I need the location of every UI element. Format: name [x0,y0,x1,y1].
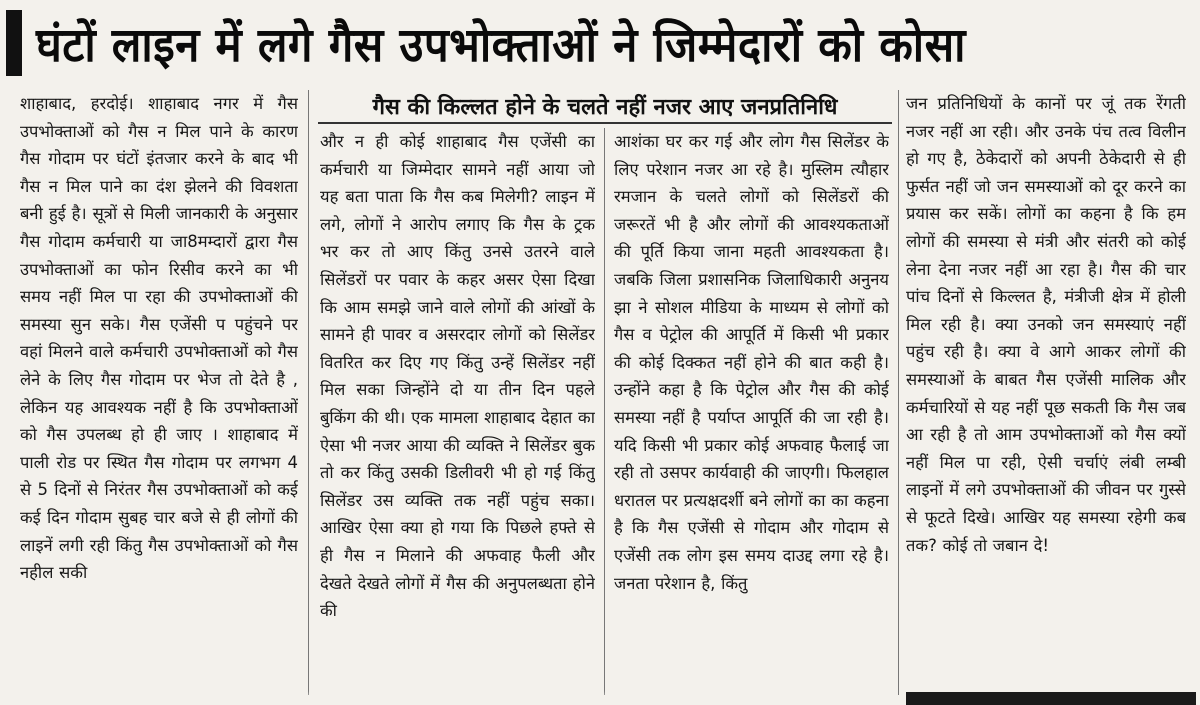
next-headline-strip [906,692,1196,705]
column-divider [308,90,309,695]
column-divider [604,128,605,695]
subheadline: गैस की किल्लत होने के चलते नहीं नजर आए जनप्रतिनिधि [372,95,838,120]
column-divider [898,90,899,695]
headline-bar [6,10,22,76]
article-column-1 [20,90,298,705]
subheadline-block [318,90,892,124]
article-text: जन प्रतिनिधियों के कानों पर जूं तक रेंगती नजर नहीं आ रही। और उनके पंच तत्व विलीन हो गए है, ठेकेदारों को अपनी ठेकेदारी से ही फुर्सत नहीं जो जन समस्याओं को दूर करने का प्रयास कर सकें। लोगों का कहना है कि हम लोगों की समस्या से मंत्री और संतरी को कोई लेना देना नजर नहीं आ रहा है। गैस की चार पांच दिनों से किल्लत है, मंत्रीजी क्षेत्र में होली मिल रही है। क्या उनको जन समस्याएं नहीं पहुंच रही है। क्या वे आगे आकर लोगों की समस्याओं के बाबत गैस एजेंसी मालिक और कर्मचारियों से यह नहीं पूछ सकती कि गैस जब आ रही है तो आम उपभोक्ताओं को गैस क्यों नहीं मिल पा रही, ऐसी चर्चाएं लंबी लम्बी लाइनों में लगे उपभोक्ताओं की जीवन पर गुस्से से फूटते दिखे। आखिर यह समस्या रहेगी कब तक? कोई तो जबान दे! [906,94,1186,555]
headline-block [6,4,1194,82]
article-column-3 [614,128,889,705]
article-text: आशंका घर कर गई और लोग गैस सिलेंडर के लिए परेशान नजर आ रहे है। मुस्लिम त्यौहार रमजान के चलते लोगों को सिलेंडरों की जरूरतें भी है और लोगों की आवश्यकताओं की पूर्ति किया जाना महती आवश्यकता है। जबकि जिला प्रशासनिक जिलाधिकारी अनुनय झा ने सोशल मीडिया के माध्यम से लोगों को गैस व पेट्रोल की आपूर्ति में किसी भी प्रकार की कोई दिक्कत नहीं होने की बात कही है। उन्होंने कहा है कि पेट्रोल और गैस की कोई समस्या नहीं है पर्याप्त आपूर्ति की जा रही है। यदि किसी भी प्रकार कोई अफवाह फैलाई जा रही तो उसपर कार्यवाही की जाएगी। फिलहाल धरातल पर प्रत्यक्षदर्शी बने लोगों का का कहना है कि गैस एजेंसी से गोदाम और गोदाम से एजेंसी तक लोग इस समय दाउद्द लगा रहे है। जनता परेशान है, किंतु [614,132,889,593]
article-column-4 [906,90,1186,705]
article-text: और न ही कोई शाहाबाद गैस एजेंसी का कर्मचारी या जिम्मेदार सामने नहीं आया जो यह बता पाता कि गैस कब मिलेगी? लाइन में लगे, लोगों ने आरोप लगाए कि गैस के ट्रक भर कर तो आए किंतु उनसे उतरने वाले सिलेंडरों पर पवार के कहर असर ऐसा दिखा कि आम समझे जाने वाले लोगों की आंखों के सामने ही पावर व असरदार लोगों को सिलेंडर वितरित कर दिए गए किंतु उन्हें सिलेंडर नहीं मिल सका जिन्होंने दो या तीन दिन पहले बुकिंग की थी। एक मामला शाहाबाद देहात का ऐसा भी नजर आया की व्यक्ति ने सिलेंडर बुक तो कर किंतु उसकी डिलीवरी भी हो गई किंतु सिलेंडर उस व्यक्ति तक नहीं पहुंच सका। आखिर ऐसा क्या हो गया कि पिछले हफ्ते से ही गैस न मिलाने की अफवाह फैली और देखते देखते लोगों में गैस की अनुपलब्धता होने की [320,132,595,621]
article-column-2 [320,128,595,705]
page-cut-fade [20,691,890,705]
headline: घंटों लाइन में लगे गैस उपभोक्ताओं ने जिम्मेदारों को कोसा [36,18,966,73]
article-text: शाहाबाद, हरदोई। शाहाबाद नगर में गैस उपभोक्ताओं को गैस न मिल पाने के कारण गैस गोदाम पर घंटों इंतजार करने के बाद भी गैस न मिल पाने का दंश झेलने की विवशता बनी हुई है। सूत्रों से मिली जानकारी के अनुसार गैस गोदाम कर्मचारी या जा8मम्दारों द्वारा गैस उपभोक्ताओं का फोन रिसीव करने का भी समय नहीं मिल पा रहा की उपभोक्ताओं की समस्या सुन सके। गैस एजेंसी प पहुंचने पर वहां मिलने वाले कर्मचारी उपभोक्ताओं को गैस लेने के लिए गैस गोदाम पर भेज तो देते है , लेकिन यह आवश्यक नहीं है कि उपभोक्ताओं को गैस उपलब्ध हो ही जाए । शाहाबाद में पाली रोड पर स्थित गैस गोदाम पर लगभग 4 से 5 दिनों से निरंतर गैस उपभोक्ताओं को कई कई दिन गोदाम सुबह चार बजे से ही लोगों की लाइनें लगी रही किंतु गैस उपभोक्ताओं को गैस नहील सकी [20,94,298,583]
